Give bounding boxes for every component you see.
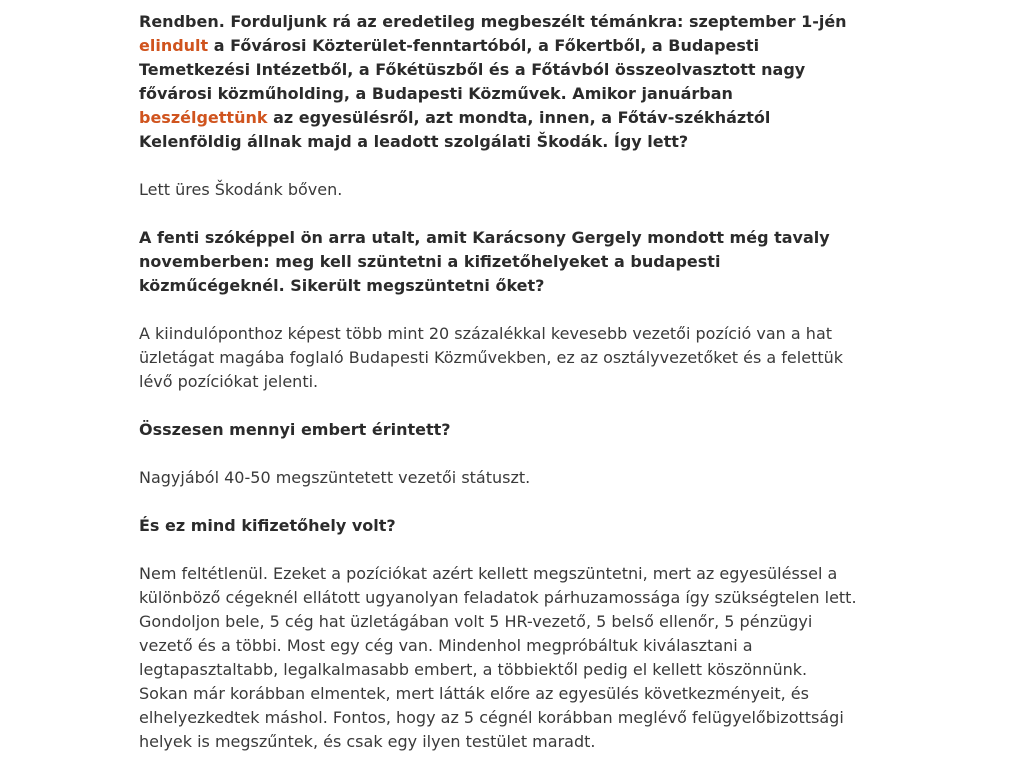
link-elindult[interactable]: elindult: [139, 36, 209, 55]
interview-answer: [139, 466, 861, 490]
question-text: Rendben. Forduljunk rá az eredetileg megbeszélt témánkra: szeptember 1-jén: [139, 12, 847, 31]
answer-text: Lett üres Škodánk bőven.: [139, 180, 343, 199]
question-text: a Fővárosi Közterület-fenntartóból, a Főkertből, a Budapesti Temetkezési Intézetből, a Főkétüszből és a Főtávból összeolvasztott nagy fővárosi közműholding, a Budapesti Közművek. Amikor januárban: [139, 36, 806, 103]
interview-question: [139, 418, 861, 442]
answer-text: Nagyjából 40-50 megszüntetett vezetői státuszt.: [139, 468, 531, 487]
interview-answer: [139, 322, 861, 394]
question-text: Összesen mennyi embert érintett?: [139, 420, 451, 439]
answer-text: Nem feltétlenül. Ezeket a pozíciókat azért kellett megszüntetni, mert az egyesüléssel a különböző cégeknél ellátott ugyanolyan feladatok párhuzamossága így szükségtelen lett. Gondoljon bele, 5 cég hat üzletágában volt 5 HR-vezető, 5 belső ellenőr, 5 pénzügyi vezető és a többi. Most egy cég van. Mindenhol megpróbáltuk kiválasztani a legtapasztaltabb, legalkalmasabb embert, a többiektől pedig el kellett köszönnünk. Sokan már korábban elmentek, mert látták előre az egyesülés következményeit, és elhelyezkedtek máshol. Fontos, hogy az 5 cégnél korábban meglévő felügyelőbizottsági helyek is megszűntek, és csak egy ilyen testület maradt.: [139, 564, 857, 751]
article-body: [139, 10, 861, 778]
question-text: A fenti szóképpel ön arra utalt, amit Karácsony Gergely mondott még tavaly novemberben: meg kell szüntetni a kifizetőhelyeket a budapesti közműcégeknél. Sikerült megszüntetni őket?: [139, 228, 830, 295]
interview-question: [139, 10, 861, 154]
question-text: És ez mind kifizetőhely volt?: [139, 516, 396, 535]
interview-question: [139, 514, 861, 538]
answer-text: A kiindulóponthoz képest több mint 20 százalékkal kevesebb vezetői pozíció van a hat üzletágat magába foglaló Budapesti Közművekben, ez az osztályvezetőket és a felettük lévő pozíciókat jelenti.: [139, 324, 844, 391]
interview-answer: [139, 178, 861, 202]
interview-question: [139, 226, 861, 298]
interview-answer: [139, 562, 861, 754]
question-text: az egyesülésről, azt mondta, innen, a Főtáv-székháztól Kelenföldig állnak majd a leadott szolgálati Škodák. Így lett?: [139, 108, 771, 151]
link-beszelgettunk[interactable]: beszélgettünk: [139, 108, 268, 127]
